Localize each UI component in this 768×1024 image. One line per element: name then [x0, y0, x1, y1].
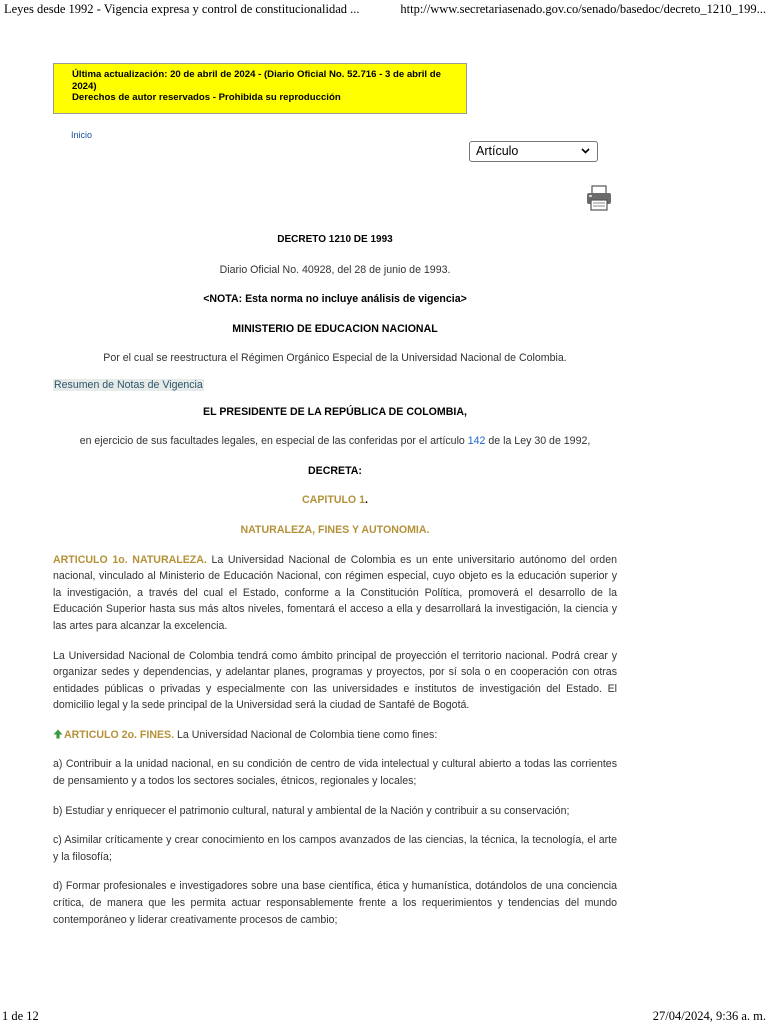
print-page-url: http://www.secretariasenado.gov.co/senado/basedoc/decreto_1210_199...	[400, 2, 766, 16]
article-1-paragraph-2: La Universidad Nacional de Colombia tendrá como ámbito principal de proyección el territorio nacional. Podrá crear y organizar sedes y dependencias, y adelantar planes, programas y proyectos, por sí sola o en cooperación con otras entidades públicas o privadas y especialmente con las universidades e institutos de investigación del Estado. El domicilio legal y la sede principal de la Universidad será la ciudad de Santafé de Bogotá.	[53, 649, 617, 712]
diario-oficial: Diario Oficial No. 40928, del 28 de junio de 1993.	[219, 263, 451, 276]
article-select-value: Artículo	[476, 144, 519, 158]
print-page-number: 1 de 12	[2, 1009, 39, 1023]
article-1-heading[interactable]: ARTICULO 1o. NATURALEZA.	[53, 553, 207, 566]
article-select[interactable]	[469, 141, 598, 162]
notice-copyright-text: Derechos de autor reservados - Prohibida su reproducción	[72, 92, 341, 103]
decreta-heading: DECRETA:	[308, 464, 362, 477]
article-1-paragraph: ARTICULO 1o. NATURALEZA. La Universidad Nacional de Colombia es un ente universitario autónomo del orden nacional, vinculado al Ministerio de Educación Nacional, con régimen especial, cuyo objeto es la educación superior y la investigación, a través del cual el Estado, conforme a la Constitución Política, promoverá el desarrollo de la Educación Superior hasta sus más altos niveles, fomentará el acceso a ella y desarrollará la investigación, la ciencia y las artes para alcanzar la excelencia.	[53, 553, 617, 632]
decree-title: DECRETO 1210 DE 1993	[277, 234, 393, 245]
list-item: a) Contribuir a la unidad nacional, en su condición de centro de vida intelectual y cultural abierto a todas las corrientes de pensamiento y a todos los sectores sociales, étnicos, regionales y locales;	[53, 758, 617, 788]
print-page-title: Leyes desde 1992 - Vigencia expresa y control de constitucionalidad ...	[4, 2, 360, 16]
president-heading: EL PRESIDENTE DE LA REPÚBLICA DE COLOMBIA,	[203, 405, 467, 418]
chapter-label[interactable]: CAPITULO 1	[302, 494, 366, 507]
chapter-heading: CAPITULO 1.	[302, 494, 368, 507]
arrow-up-icon[interactable]	[53, 728, 63, 738]
printer-icon[interactable]	[585, 184, 613, 212]
decree-purpose: Por el cual se reestructura el Régimen Orgánico Especial de la Universidad Nacional de Colombia.	[103, 352, 567, 365]
ministry-name: MINISTERIO DE EDUCACION NACIONAL	[232, 322, 438, 335]
list-item: d) Formar profesionales e investigadores sobre una base científica, ética y humanística, dotándolos de una conciencia crítica, de manera que les permita actuar responsablemente frente a los requerimientos y tendencias del mundo contemporáneo y liderar creativamente procesos de cambio;	[53, 880, 617, 926]
print-datetime: 27/04/2024, 9:36 a. m.	[652, 1009, 766, 1023]
article-2-heading[interactable]: ARTICULO 2o. FINES.	[64, 728, 175, 741]
resumen-notas-link[interactable]: Resumen de Notas de Vigencia	[54, 378, 203, 391]
print-footer	[0, 1008, 768, 1024]
notice-update-text: Última actualización: 20 de abril de 2024 - (Diario Oficial No. 52.716 - 3 de abril de 2024)	[72, 69, 441, 92]
document-content	[53, 232, 617, 928]
article-142-link[interactable]: 142	[467, 435, 486, 448]
update-notice	[53, 63, 467, 114]
vigencia-note: <NOTA: Esta norma no incluye análisis de vigencia>	[203, 293, 467, 306]
chevron-down-icon	[581, 145, 590, 160]
list-item: c) Asimilar críticamente y crear conocimiento en los campos avanzados de las ciencias, la técnica, la tecnología, el arte y la filosofía;	[53, 834, 617, 863]
inicio-link[interactable]: Inicio	[71, 130, 93, 140]
chapter-title: NATURALEZA, FINES Y AUTONOMIA.	[240, 523, 430, 536]
legal-faculties: en ejercicio de sus facultades legales, en especial de las conferidas por el artículo 142 de la Ley 30 de 1992,	[79, 435, 591, 448]
print-header	[0, 0, 768, 22]
article-2-paragraph: ARTICULO 2o. FINES. La Universidad Nacional de Colombia tiene como fines:	[53, 727, 617, 744]
list-item: b) Estudiar y enriquecer el patrimonio cultural, natural y ambiental de la Nación y contribuir a su conservación;	[53, 804, 570, 817]
